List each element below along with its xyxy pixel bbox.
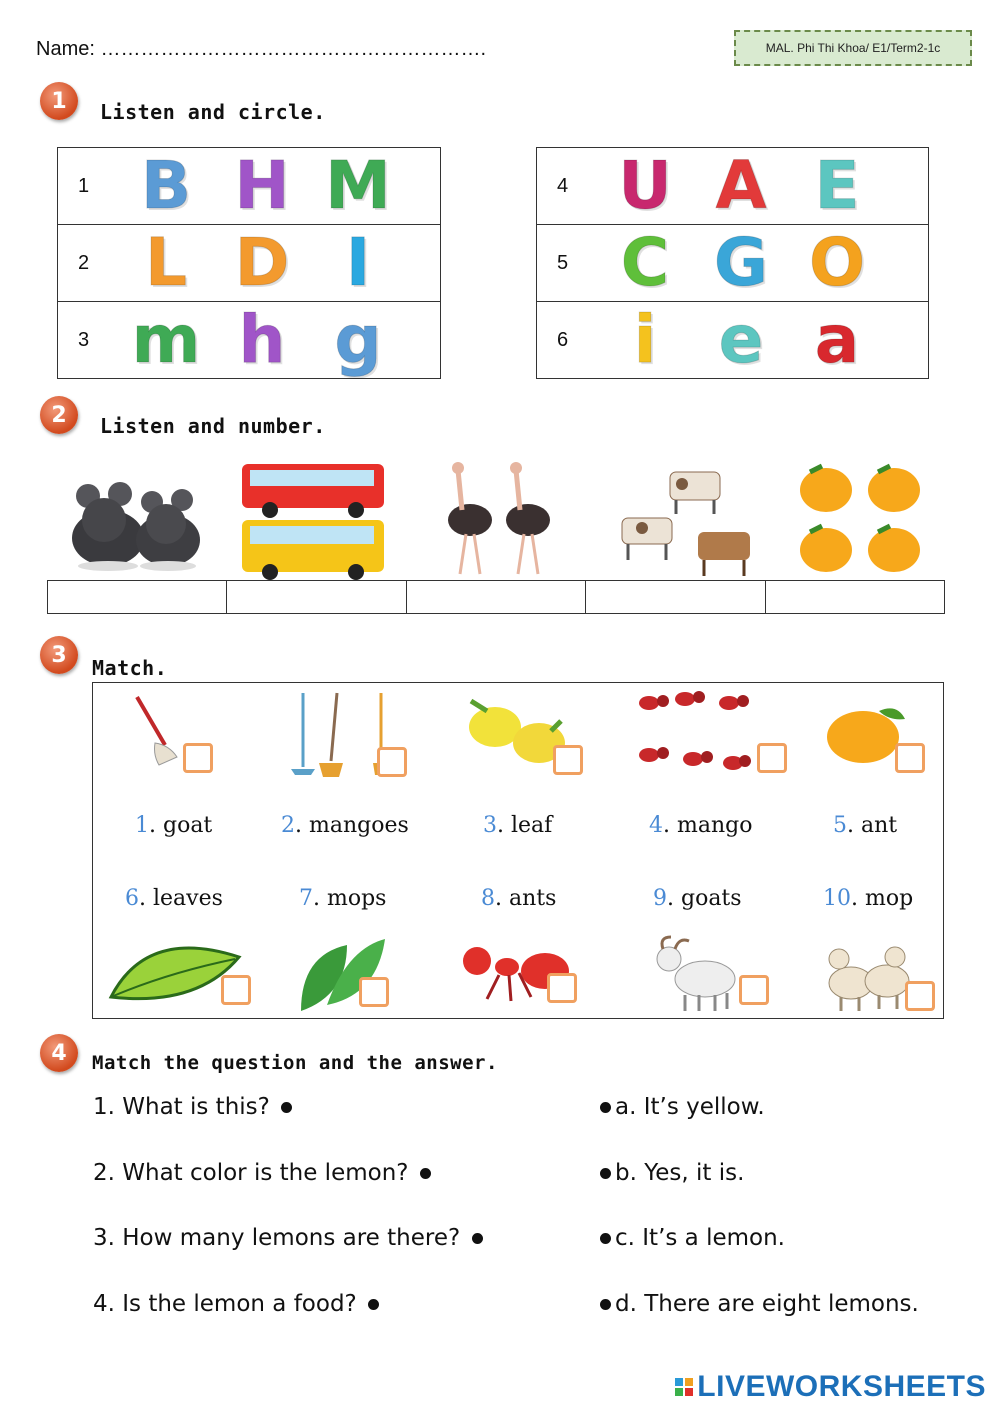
letter-option[interactable]: m xyxy=(131,301,201,378)
section-4-badge: 4 xyxy=(40,1034,78,1072)
match-dot[interactable] xyxy=(420,1168,431,1179)
letter-option[interactable]: i xyxy=(633,301,657,378)
letter-row xyxy=(58,302,441,379)
row-number: 3 xyxy=(78,328,90,351)
match-dot[interactable] xyxy=(600,1233,611,1244)
letter-option[interactable]: C xyxy=(620,224,670,301)
letter-row xyxy=(58,225,441,302)
number-answer-cell[interactable] xyxy=(586,581,765,613)
letter-option[interactable]: E xyxy=(814,147,860,224)
match-word: 7. mops xyxy=(299,886,387,911)
match-word: 5. ant xyxy=(833,813,898,838)
letter-row xyxy=(58,148,441,225)
letter-option[interactable]: H xyxy=(234,147,290,224)
section-2-badge: 2 xyxy=(40,396,78,434)
match-dot[interactable] xyxy=(600,1299,611,1310)
match-dot[interactable] xyxy=(472,1233,483,1244)
name-field-label: Name: …………………………………………………. xyxy=(36,38,487,60)
letter-option[interactable]: L xyxy=(144,224,188,301)
question-4: 4. Is the lemon a food? xyxy=(93,1291,383,1317)
match-checkbox[interactable] xyxy=(547,973,577,1003)
match-checkbox[interactable] xyxy=(757,743,787,773)
match-checkbox[interactable] xyxy=(377,747,407,777)
match-checkbox[interactable] xyxy=(553,745,583,775)
mangoes-picture xyxy=(790,460,934,580)
letter-option[interactable]: g xyxy=(334,301,382,378)
section-4-title: Match the question and the answer. xyxy=(92,1052,498,1074)
question-1: 1. What is this? xyxy=(93,1094,296,1120)
logo-icon xyxy=(675,1378,693,1396)
letters-table-left xyxy=(57,147,441,379)
letter-option[interactable]: U xyxy=(618,147,672,224)
ostriches-picture xyxy=(440,460,560,578)
match-word: 10. mop xyxy=(823,886,914,911)
match-dot[interactable] xyxy=(600,1168,611,1179)
answer-c: c. It’s a lemon. xyxy=(596,1225,785,1251)
number-answer-cell[interactable] xyxy=(227,581,406,613)
row-number: 6 xyxy=(557,328,569,351)
match-box xyxy=(92,682,944,1019)
mop-picture xyxy=(129,693,189,773)
ants-picture xyxy=(633,685,753,785)
match-checkbox[interactable] xyxy=(183,743,213,773)
match-dot[interactable] xyxy=(281,1102,292,1113)
letter-option[interactable]: I xyxy=(345,224,371,301)
match-word: 9. goats xyxy=(653,886,742,911)
goats-picture xyxy=(821,935,911,1015)
letter-option[interactable]: a xyxy=(814,301,860,378)
buses-picture xyxy=(240,462,388,580)
match-word: 2. mangoes xyxy=(281,813,409,838)
answer-a: a. It’s yellow. xyxy=(596,1094,765,1120)
letter-option[interactable]: O xyxy=(808,224,866,301)
letter-row xyxy=(537,302,929,379)
letter-option[interactable]: e xyxy=(718,301,764,378)
letter-option[interactable]: D xyxy=(234,224,290,301)
match-word: 8. ants xyxy=(481,886,557,911)
question-2: 2. What color is the lemon? xyxy=(93,1160,435,1186)
section-1-badge: 1 xyxy=(40,82,78,120)
match-checkbox[interactable] xyxy=(359,977,389,1007)
liveworksheets-logo: LIVEWORKSHEETS xyxy=(675,1370,986,1404)
number-answer-row xyxy=(47,580,945,614)
number-answer-cell[interactable] xyxy=(48,581,227,613)
match-dot[interactable] xyxy=(368,1299,379,1310)
mops-picture xyxy=(279,689,389,779)
match-checkbox[interactable] xyxy=(895,743,925,773)
worksheet-code: MAL. Phi Thi Khoa/ E1/Term2-1c xyxy=(734,30,972,66)
letter-option[interactable]: G xyxy=(713,224,769,301)
match-checkbox[interactable] xyxy=(905,981,935,1011)
cows-picture xyxy=(612,462,758,580)
match-checkbox[interactable] xyxy=(739,975,769,1005)
row-number: 1 xyxy=(78,174,90,197)
number-answer-cell[interactable] xyxy=(407,581,586,613)
letters-table-right xyxy=(536,147,929,379)
match-checkbox[interactable] xyxy=(221,975,251,1005)
number-answer-cell[interactable] xyxy=(766,581,944,613)
row-number: 5 xyxy=(557,251,569,274)
letter-option[interactable]: h xyxy=(238,301,286,378)
section-2-title: Listen and number. xyxy=(100,414,326,438)
match-word: 1. goat xyxy=(135,813,213,838)
match-word: 6. leaves xyxy=(125,886,223,911)
letter-option[interactable]: B xyxy=(140,147,192,224)
goat-picture xyxy=(653,935,743,1015)
match-word: 3. leaf xyxy=(483,813,553,838)
row-number: 2 xyxy=(78,251,90,274)
letter-option[interactable]: M xyxy=(325,147,391,224)
rats-picture xyxy=(68,468,204,574)
answer-b: b. Yes, it is. xyxy=(596,1160,744,1186)
match-dot[interactable] xyxy=(600,1102,611,1113)
section-3-title: Match. xyxy=(92,656,168,680)
question-3: 3. How many lemons are there? xyxy=(93,1225,487,1251)
letter-row xyxy=(537,225,929,302)
section-1-title: Listen and circle. xyxy=(100,100,326,124)
row-number: 4 xyxy=(557,174,569,197)
letter-row xyxy=(537,148,929,225)
match-word: 4. mango xyxy=(649,813,753,838)
section-3-badge: 3 xyxy=(40,636,78,674)
letter-option[interactable]: A xyxy=(715,147,767,224)
answer-d: d. There are eight lemons. xyxy=(596,1291,919,1317)
